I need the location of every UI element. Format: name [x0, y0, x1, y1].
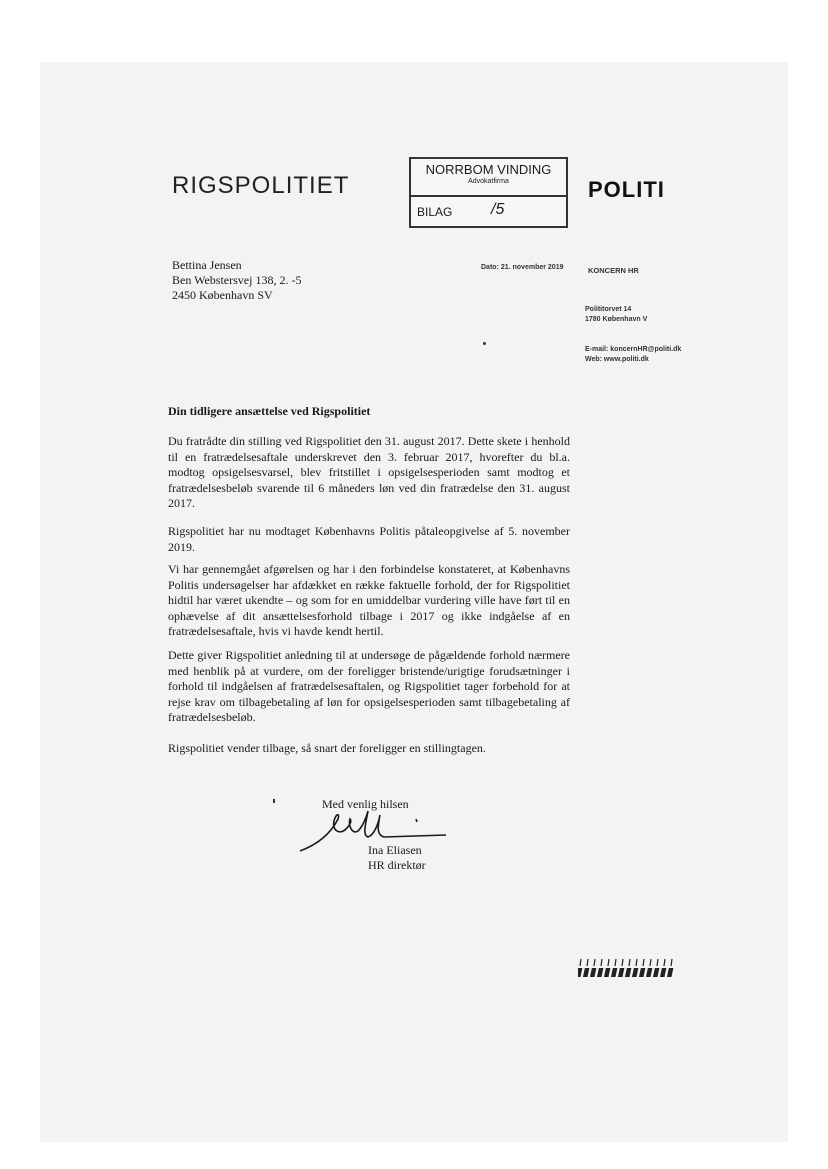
barcode-bar [578, 968, 582, 977]
barcode-bar [653, 968, 659, 977]
barcode-bar [590, 968, 596, 977]
recipient-address [172, 258, 301, 303]
sender-address [585, 305, 647, 325]
barcode-stroke [622, 959, 623, 966]
sender-contact [585, 345, 681, 365]
letter-paragraph-2: Rigspolitiet har nu modtaget Københavns Politis påtaleopgivelse af 5. november 2019. [168, 524, 570, 554]
barcode-stroke [587, 959, 588, 966]
barcode-stroke [664, 959, 665, 966]
barcode-stroke [594, 959, 595, 966]
stamp-bilag-label: BILAG [417, 205, 453, 219]
barcode-bar [604, 968, 610, 977]
department-name: KONCERN HR [588, 266, 639, 275]
sender-email: E-mail: koncernHR@politi.dk [585, 346, 682, 353]
barcode-stroke [671, 959, 672, 966]
barcode-stroke [636, 959, 637, 966]
exhibit-stamp [409, 157, 568, 228]
stamp-firm-box [411, 159, 566, 197]
barcode-stroke [657, 959, 658, 966]
barcode-stroke [608, 959, 609, 966]
stamp-firm-subtitle: Advokatfirma [468, 178, 509, 185]
barcode-bar [639, 968, 645, 977]
barcode-bar [667, 968, 673, 977]
scan-speck [483, 342, 486, 345]
letter-date: Dato: 21. november 2019 [481, 264, 564, 271]
recipient-name: Bettina Jensen [172, 258, 242, 272]
stamp-firm-name: NORRBOM VINDING [425, 162, 552, 177]
barcode-stroke [629, 959, 630, 966]
barcode-bar [660, 968, 666, 977]
signer-title: HR direktør [368, 858, 426, 872]
barcode-stroke [580, 959, 581, 966]
barcode-bar [611, 968, 617, 977]
barcode-bar [632, 968, 638, 977]
recipient-city: 2450 København SV [172, 288, 273, 302]
barcode-bar [646, 968, 652, 977]
letter-paragraph-5: Rigspolitiet vender tilbage, så snart der foreligger en stillingtagen. [168, 741, 486, 755]
sender-address-line1: Polititorvet 14 [585, 306, 632, 313]
recipient-street: Ben Webstersvej 138, 2. -5 [172, 273, 302, 287]
sender-address-line2: 1780 København V [585, 316, 648, 323]
signer-name: Ina Eliasen [368, 843, 422, 857]
scan-mark [273, 799, 275, 803]
barcode-stroke [601, 959, 602, 966]
barcode-bar [618, 968, 624, 977]
closing-greeting: Med venlig hilsen [322, 797, 409, 811]
barcode-bar [597, 968, 603, 977]
rigspolitiet-logo-text: RIGSPOLITIET [172, 172, 350, 199]
stamp-bilag-number: /5 [491, 201, 505, 218]
signer-block [368, 843, 426, 873]
letter-subject: Din tidligere ansættelse ved Rigspolitiet [168, 404, 371, 418]
barcode-stroke [650, 959, 651, 966]
politi-logo: POLITI [588, 177, 665, 202]
letter-paragraph-3: Vi har gennemgået afgørelsen og har i den forbindelse konstateret, at Københavns Politis undersøgelser har afdækket en række faktuelle forhold, der for Rigspolitiet hidtil har været ukendte – og som for en umiddelbar vurdering ville have ført til en ophævelse af dit ansættelsesforhold tilbage i 2017 og ikke indgåelse af en fratrædelsesaftale, hvis vi havde kendt hertil. [168, 562, 570, 638]
barcode-bar [583, 968, 589, 977]
sender-web: Web: www.politi.dk [585, 356, 649, 363]
letter-paragraph-4: Dette giver Rigspolitiet anledning til at undersøge de pågældende forhold nærmere med henblik på at vurdere, om der foreligger bristende/urigtige forudsætninger i forhold til indgåelsen af fratrædelsesaftalen, og Rigspolitiet tager forbehold for at rejse krav om tilbagebetaling af løn for opsigelsesperioden samt tilbagebetaling af fratrædelsesbeløb. [168, 648, 570, 724]
letter-paragraph-1: Du fratrådte din stilling ved Rigspolitiet den 31. august 2017. Dette skete i henhold til en fratrædelsesaftale underskrevet den 3. februar 2017, hvorefter du bl.a. modtog opsigelsesvarsel, blev fritstillet i opsigelsesperioden samt modtog et fratrædelsesbeløb svarende til 6 måneders løn ved din fratrædelse den 31. august 2017. [168, 434, 570, 510]
barcode-stroke [615, 959, 616, 966]
barcode-bar [625, 968, 631, 977]
barcode-stroke [643, 959, 644, 966]
document-barcode [578, 958, 678, 978]
